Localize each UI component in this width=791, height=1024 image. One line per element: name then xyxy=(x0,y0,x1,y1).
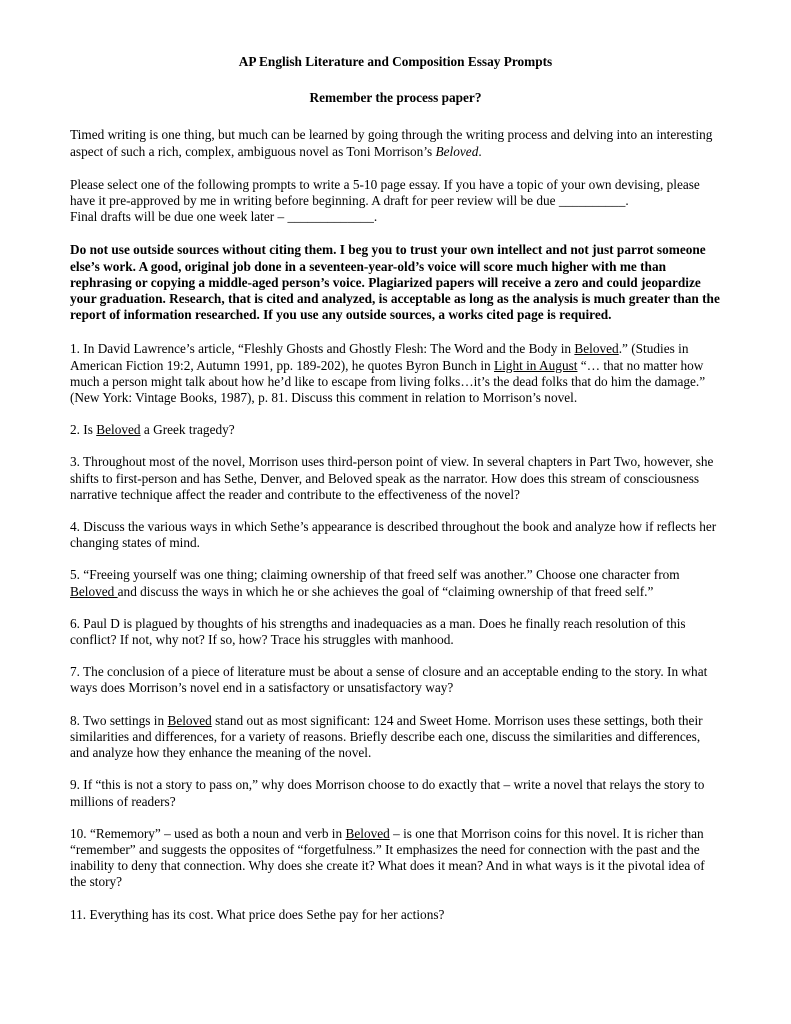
intro-novel-title: Beloved xyxy=(435,143,479,159)
prompt-6: 6. Paul D is plagued by thoughts of his strengths and inadequacies as a man. Does he finally reach resolution of this conflict? If not, why not? If so, how? Trace his struggles with manhood. xyxy=(70,615,686,648)
prompt-1-title-light-in-august: Light in August xyxy=(493,357,578,373)
instructions-line-2: Final drafts will be due one week later – _____________. xyxy=(70,209,378,225)
intro-end: . xyxy=(478,143,482,159)
prompt-4: 4. Discuss the various ways in which Sethe’s appearance is described throughout the book and analyze how if reflects her changing states of mind. xyxy=(70,519,717,551)
prompt-9: 9. If “this is not a story to pass on,” why does Morrison choose to do exactly that – write a novel that relays the story to millions of readers? xyxy=(70,777,705,809)
prompt-1-title-beloved: Beloved xyxy=(574,341,619,357)
prompt-8-part-c: stand out as most significant: 124 and Sweet Home. Morrison uses these settings, both their similarities and differences, for a variety of reasons. Briefly describe each one, discuss the similarities and differences, and analyze how they enhance the meaning of the novel. xyxy=(70,712,703,761)
prompt-1-part-c: .” (Studies in American Fiction 19:2, Autumn 1991, pp. 189-202), he quotes Byron Bunch in xyxy=(70,341,689,373)
prompt-2-part-c: a Greek tragedy? xyxy=(140,422,235,438)
prompt-5-title-beloved: Beloved xyxy=(70,583,118,599)
prompt-1-part-a: 1. In David Lawrence’s article, “Fleshly Ghosts and Ghostly Flesh: The Word and the Body in xyxy=(70,341,575,357)
prompt-8 xyxy=(70,713,721,762)
prompt-10 xyxy=(70,826,721,891)
prompt-10-part-c: – is one that Morrison coins for this novel. It is richer than “remember” and suggests the opposites of “forgetfulness.” It emphasizes the need for connection with the past and the inability to deny that connection. Why does she create it? What does it mean? And in what ways is it the pivotal idea of the story? xyxy=(70,825,705,890)
prompt-3: 3. Throughout most of the novel, Morrison uses third-person point of view. In several chapters in Part Two, however, she shifts to first-person and has Sethe, Denver, and Beloved speak as the narrator. How does this stream of consciousness narrative technique affect the reader and contribute to the effectiveness of the novel? xyxy=(70,454,714,502)
prompt-2-title-beloved: Beloved xyxy=(96,422,141,438)
intro-paragraph xyxy=(70,127,721,159)
intro-text: Timed writing is one thing, but much can be learned by going through the writing process and delving into an interesting aspect of such a rich, complex, ambiguous novel as Toni Morrison’s xyxy=(70,127,713,159)
prompt-10-part-a: 10. “Rememory” – used as both a noun and verb in xyxy=(70,825,346,841)
prompt-8-part-a: 8. Two settings in xyxy=(70,712,168,728)
document-subtitle: Remember the process paper? xyxy=(309,90,482,106)
prompt-5-part-a: 5. “Freeing yourself was one thing; claiming ownership of that freed self was another.” Choose one character from xyxy=(70,567,680,583)
prompt-5-part-c: and discuss the ways in which he or she achieves the goal of “claiming ownership of that freed self.” xyxy=(117,583,654,599)
plagiarism-warning: Do not use outside sources without citing them. I beg you to trust your own intellect and not just parrot someone else’s work. A good, original job done in a seventeen-year-old’s voice will score much higher with me than rephrasing or copying a middle-aged person’s voice. Plagiarized papers will receive a zero and could jeopardize your graduation. Research, that is cited and analyzed, is acceptable as long as the analysis is much greater than the report of information researched. If you use any outside sources, a works cited page is required. xyxy=(70,242,720,323)
prompt-10-title-beloved: Beloved xyxy=(345,825,390,841)
document-title: AP English Literature and Composition Essay Prompts xyxy=(238,54,553,69)
prompt-8-title-beloved: Beloved xyxy=(167,712,212,728)
prompt-5 xyxy=(70,567,721,599)
prompt-1 xyxy=(70,341,721,406)
prompt-11: 11. Everything has its cost. What price does Sethe pay for her actions? xyxy=(70,906,445,922)
prompt-7: 7. The conclusion of a piece of literature must be about a sense of closure and an acceptable ending to the story. In what ways does Morrison’s novel end in a satisfactory or unsatisfactory way? xyxy=(70,664,708,696)
prompt-2 xyxy=(70,422,721,438)
prompt-2-part-a: 2. Is xyxy=(70,422,97,438)
prompt-1-part-e: “… that no matter how much a person might talk about how he’d like to escape from living folks…it’s the dead folks that do him the damage.” (New York: Vintage Books, 1987), p. 81. Discuss this comment in relation to Morrison’s novel. xyxy=(70,357,706,406)
instructions-line-1: Please select one of the following prompts to write a 5-10 page essay. If you have a topic of your own devising, please have it pre-approved by me in writing before beginning. A draft for peer review will be due __________. xyxy=(70,176,700,209)
instructions-paragraph xyxy=(70,177,721,226)
